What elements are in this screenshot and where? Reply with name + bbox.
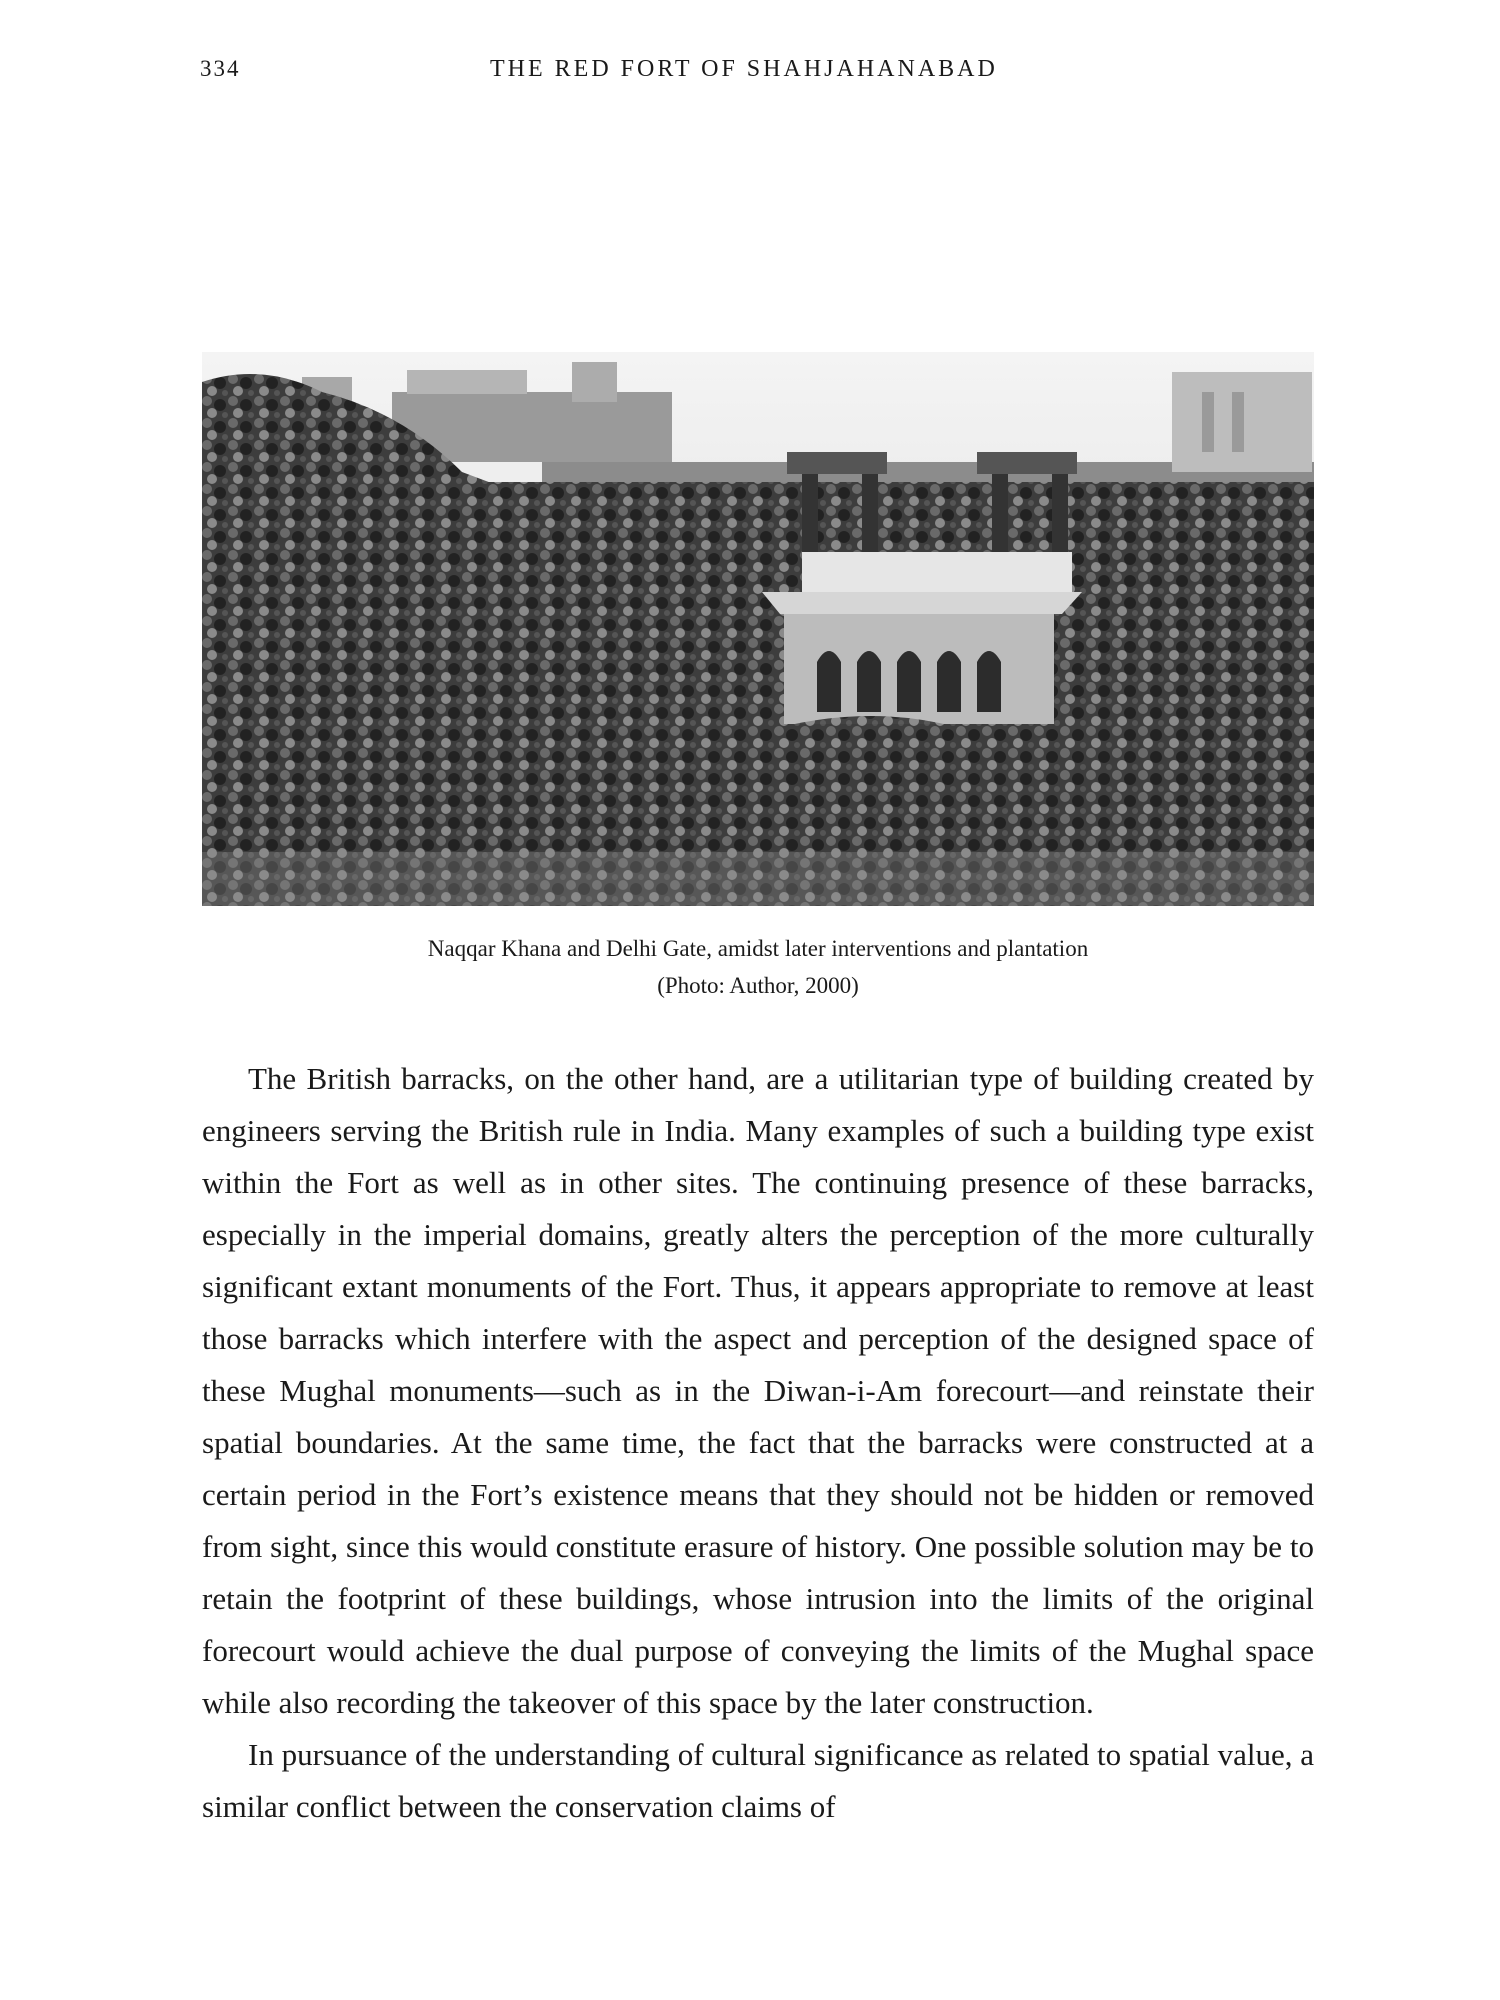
caption-line-1: Naqqar Khana and Delhi Gate, amidst later interventions and plantation xyxy=(427,936,1089,961)
running-head xyxy=(200,56,1310,96)
running-title: THE RED FORT OF SHAHJAHANABAD xyxy=(490,56,998,82)
caption-line-2: (Photo: Author, 2000) xyxy=(657,973,859,998)
page-number: 334 xyxy=(200,56,241,81)
figure-photograph xyxy=(202,352,1314,906)
body-text xyxy=(202,1053,1314,1833)
paragraph-1: The British barracks, on the other hand, are a utilitarian type of building created by engineers serving the British rule in India. Many examples of such a building type exist within the Fort as well as in other sites. The continuing presence of these barracks, especially in the imperial domains, greatly alters the perception of the more culturally significant extant monuments of the Fort. Thus, it appears appropriate to remove at least those barracks which interfere with the aspect and perception of the designed space of these Mughal monuments—such as in the Diwan-i-Am forecourt—and reinstate their spatial boundaries. At the same time, the fact that the barracks were constructed at a certain period in the Fort’s existence means that they should not be hidden or removed from sight, since this would constitute erasure of history. One possible solution may be to retain the footprint of these buildings, whose intrusion into the limits of the original forecourt would achieve the dual purpose of conveying the limits of the Mughal space while also recording the takeover of this space by the later construction. xyxy=(202,1061,1314,1720)
paragraph-2: In pursuance of the understanding of cultural significance as related to spatial value, a similar conflict between the conservation claims of xyxy=(202,1737,1314,1824)
figure-caption xyxy=(202,930,1314,1004)
